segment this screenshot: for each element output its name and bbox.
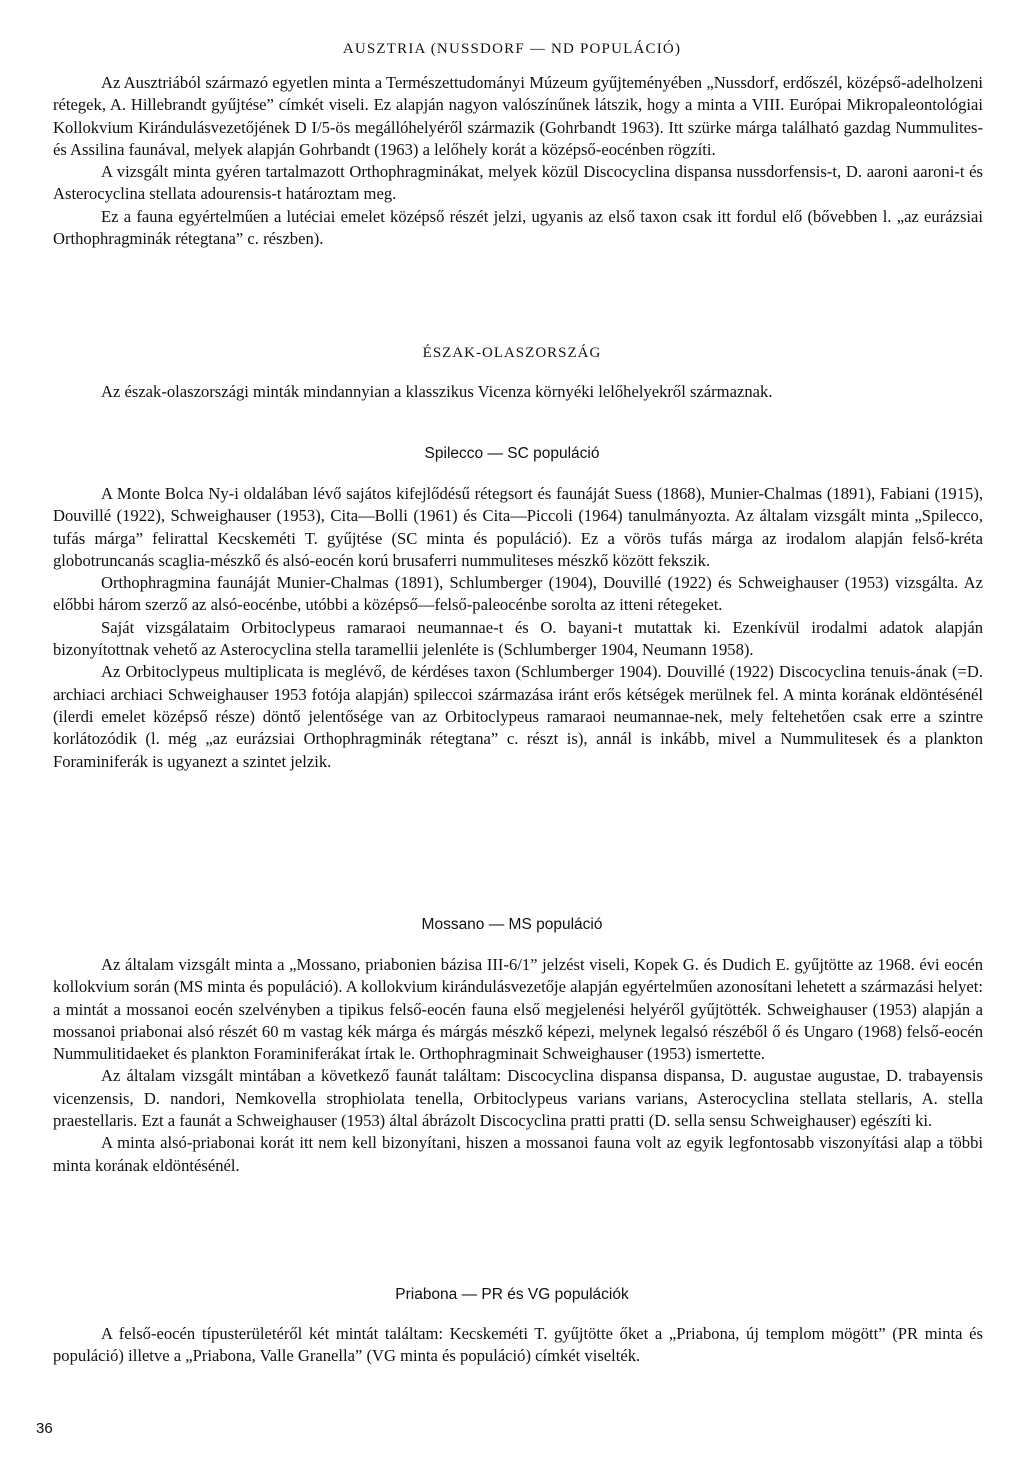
paragraph: Orthophragmina faunáját Munier-Chalmas (1891), Schlumberger (1904), Douvillé (1922) és Schweighauser (1953) vizsgálta. Az előbbi három szerző az alsó-eocénbe, utóbbi a középső—felső-paleocénbe sorolta az itteni rétegeket. (53, 573, 983, 615)
section-heading-mossano: Mossano — MS populáció (421, 916, 603, 933)
section-heading-priabona: Priabona — PR és VG populációk (395, 1286, 629, 1303)
paragraph: Az Ausztriából származó egyetlen minta a Természettudományi Múzeum gyűjteményében „Nussdorf, erdőszél, középső-adelholzeni rétegek, A. Hillebrandt gyűjtése” címkét viseli. Ez alapján nagyon valószínűnek látszik, hogy a minta a VIII. Európai Mikropaleontológiai Kollokvium Kirándulásvezetőjének D I/5-ös megállóhelyéről származik (Gohrbandt 1963). Itt szürke márga található gazdag Nummulites- és Assilina faunával, melyek alapján Gohrbandt (1963) a lelőhely korát a középső-eocénben rögzíti. (53, 73, 983, 159)
paragraph: Saját vizsgálataim Orbitoclypeus ramaraoi neumannae-t és O. bayani-t mutattak ki. Ezenkívül irodalmi adatok alapján bizonyítottnak vehető az Asterocyclina stella taramellii jelenléte is (Schlumberger 1904, Neumann 1958). (53, 617, 983, 660)
section-mossano (53, 954, 983, 1177)
section-heading-italy: ÉSZAK-OLASZORSZÁG (422, 345, 602, 361)
paragraph: Az Orbitoclypeus multiplicata is meglévő, de kérdéses taxon (Schlumberger 1904). Douvillé (1922) Discocyclina tenuis-ának (=D. archiaci archiaci Schweighauser 1953 fotója alapján) spileccoi származása iránt erős kétségek merülnek fel. A minta korának eldöntésénél (ilerdi emelet középső része) döntő jelentősége van az Orbitoclypeus ramaraoi neumannae-nek, mely feltehetően csak erre a szintre korlátozódik (l. még „az eurázsiai Orthophragminák rétegtana” c. részt is), annál is inkább, mivel a Nummulitesek és a plankton Foraminiferák is ugyanezt a szintet jelzik. (53, 662, 983, 771)
page-title: AUSZTRIA (NUSSDORF — ND POPULÁCIÓ) (342, 41, 682, 57)
page-number: 36 (36, 1420, 53, 1437)
section-italy-intro (53, 381, 983, 403)
paragraph: A felső-eocén típusterületéről két mintát találtam: Kecskeméti T. gyűjtötte őket a „Priabona, új templom mögött” (PR minta és populáció) illetve a „Priabona, Valle Granella” (VG minta és populáció) címkét viselték. (53, 1324, 983, 1366)
paragraph: Az általam vizsgált mintában a következő faunát találtam: Discocyclina dispansa dispansa, D. augustae augustae, D. trabayensis vicenzensis, D. nandori, Nemkovella strophiolata tenella, Orbitoclypeus varians varians, Asterocyclina stellata stellaris, A. stella praestellaris. Ezt a faunát a Schweighauser (1953) által ábrázolt Discocyclina pratti pratti (D. sella sensu Schweighauser) egészíti ki. (53, 1066, 983, 1131)
paragraph: Ez a fauna egyértelműen a lutéciai emelet középső részét jelzi, ugyanis az első taxon csak itt fordul elő (bővebben l. „az eurázsiai Orthophragminák rétegtana” c. részben). (53, 206, 983, 249)
section-priabona (53, 1323, 983, 1368)
paragraph: A minta alsó-priabonai korát itt nem kell bizonyítani, hiszen a mossanoi fauna volt az egyik legfontosabb viszonyítási alap a többi minta korának eldöntésénél. (53, 1133, 983, 1175)
paragraph: A vizsgált minta gyéren tartalmazott Orthophragminákat, melyek közül Discocyclina dispansa nussdorfensis-t, D. aaroni aaroni-t és Asterocyclina stellata adourensis-t határoztam meg. (53, 162, 983, 204)
section-spilecco (53, 483, 983, 773)
paragraph: A Monte Bolca Ny-i oldalában lévő sajátos kifejlődésű rétegsort és faunáját Suess (1868), Munier-Chalmas (1891), Fabiani (1915), Douvillé (1922), Schweighauser (1953), Cita—Bolli (1961) és Cita—Piccoli (1964) tanulmányozta. Az általam vizsgált minta „Spilecco, tufás márga” felirattal Kecskeméti T. gyűjtése (SC minta és populáció). Ez a vörös tufás márga az irodalom alapján felső-kréta globotruncanás scaglia-mészkő és alsó-eocén korú brusaferri nummuliteses mészkő között fekszik. (53, 484, 983, 570)
paragraph: Az általam vizsgált minta a „Mossano, priabonien bázisa III-6/1” jelzést viseli, Kopek G. és Dudich E. gyűjtötte az 1968. évi eocén kollokvium során (MS minta és populáció). A kollokvium kirándulásvezetője alapján egyértelműen azonosítani lehetett a származási helyet: a mintát a mossanoi eocén szelvényben a tipikus felső-eocén fauna első megjelenési helyéről gyűjtötték. Schweighauser (1953) alapján a mossanoi priabonai alsó részét 60 m vastag kék márga és márgás mészkő képezi, melynek legalsó részéből ő és Ungaro (1968) felső-eocén Nummulitidaeket és plankton Foraminiferákat írtak le. Orthophragminait Schweighauser (1953) ismertette. (53, 955, 983, 1064)
paragraph: Az észak-olaszországi minták mindannyian a klasszikus Vicenza környéki lelőhelyekről származnak. (101, 382, 773, 401)
section-austria (53, 72, 983, 250)
section-heading-spilecco: Spilecco — SC populáció (424, 445, 600, 462)
